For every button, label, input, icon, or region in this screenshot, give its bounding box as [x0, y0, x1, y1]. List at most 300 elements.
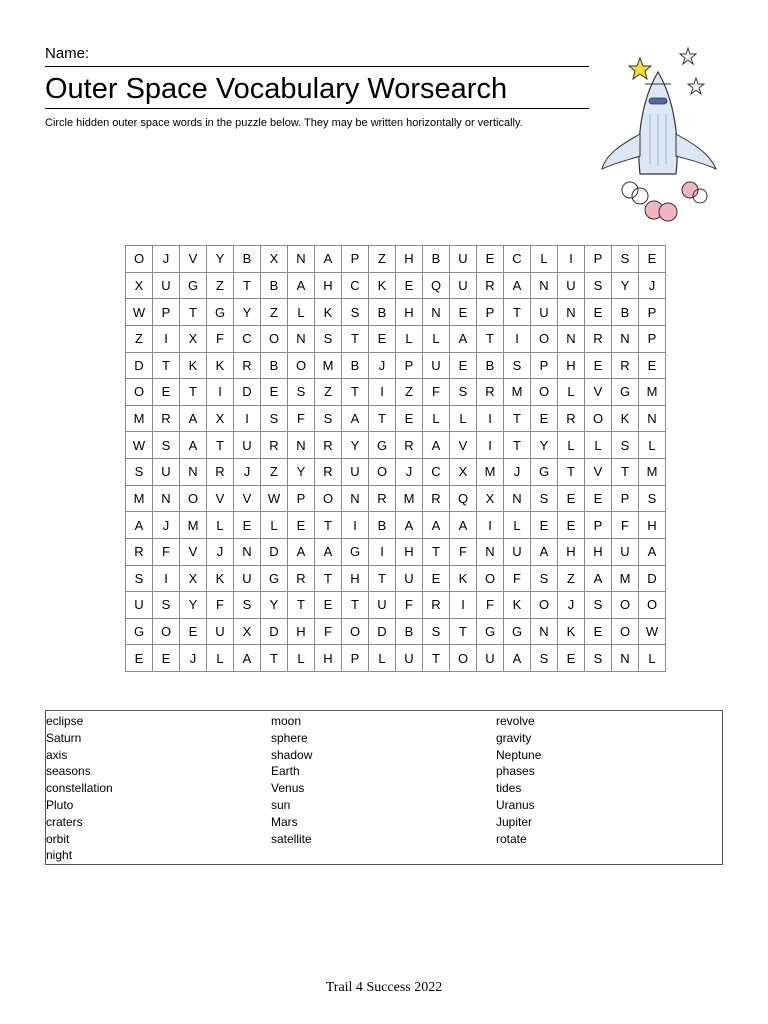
grid-cell[interactable]: A [342, 405, 369, 432]
grid-cell[interactable]: R [153, 405, 180, 432]
grid-cell[interactable]: T [180, 379, 207, 406]
grid-cell[interactable]: J [396, 459, 423, 486]
grid-cell[interactable]: K [504, 592, 531, 619]
grid-cell[interactable]: U [342, 459, 369, 486]
grid-cell[interactable]: S [450, 379, 477, 406]
grid-cell[interactable]: I [153, 565, 180, 592]
grid-cell[interactable]: I [477, 512, 504, 539]
grid-cell[interactable]: P [477, 299, 504, 326]
grid-cell[interactable]: Y [234, 299, 261, 326]
grid-cell[interactable]: O [126, 379, 153, 406]
grid-cell[interactable]: T [342, 325, 369, 352]
grid-cell[interactable]: T [342, 379, 369, 406]
grid-cell[interactable]: V [180, 538, 207, 565]
grid-cell[interactable]: O [450, 645, 477, 672]
grid-cell[interactable]: S [261, 405, 288, 432]
grid-cell[interactable]: U [369, 592, 396, 619]
grid-cell[interactable]: E [531, 405, 558, 432]
grid-cell[interactable]: I [342, 512, 369, 539]
grid-cell[interactable]: A [450, 512, 477, 539]
grid-cell[interactable]: B [423, 246, 450, 273]
grid-cell[interactable]: N [558, 299, 585, 326]
grid-cell[interactable]: D [261, 618, 288, 645]
grid-cell[interactable]: O [153, 618, 180, 645]
grid-cell[interactable]: O [531, 592, 558, 619]
grid-cell[interactable]: K [369, 272, 396, 299]
grid-cell[interactable]: T [612, 459, 639, 486]
grid-cell[interactable]: L [531, 246, 558, 273]
grid-cell[interactable]: T [261, 645, 288, 672]
grid-cell[interactable]: M [180, 512, 207, 539]
grid-cell[interactable]: Y [612, 272, 639, 299]
grid-cell[interactable]: T [504, 299, 531, 326]
grid-cell[interactable]: S [639, 485, 666, 512]
grid-cell[interactable]: R [423, 485, 450, 512]
grid-cell[interactable]: N [234, 538, 261, 565]
grid-cell[interactable]: R [423, 592, 450, 619]
grid-cell[interactable]: H [396, 538, 423, 565]
grid-cell[interactable]: T [207, 432, 234, 459]
grid-cell[interactable]: T [369, 565, 396, 592]
grid-cell[interactable]: E [639, 352, 666, 379]
grid-cell[interactable]: J [369, 352, 396, 379]
grid-cell[interactable]: A [126, 512, 153, 539]
grid-cell[interactable]: F [396, 592, 423, 619]
grid-cell[interactable]: S [153, 432, 180, 459]
grid-cell[interactable]: U [207, 618, 234, 645]
grid-cell[interactable]: A [396, 512, 423, 539]
grid-cell[interactable]: T [369, 405, 396, 432]
grid-cell[interactable]: I [450, 592, 477, 619]
grid-cell[interactable]: T [450, 618, 477, 645]
grid-cell[interactable]: R [612, 352, 639, 379]
grid-cell[interactable]: L [288, 645, 315, 672]
grid-cell[interactable]: P [639, 325, 666, 352]
grid-cell[interactable]: Z [261, 299, 288, 326]
grid-cell[interactable]: O [531, 379, 558, 406]
grid-cell[interactable]: R [558, 405, 585, 432]
grid-cell[interactable]: A [288, 538, 315, 565]
grid-cell[interactable]: N [504, 485, 531, 512]
grid-cell[interactable]: U [558, 272, 585, 299]
grid-cell[interactable]: F [450, 538, 477, 565]
grid-cell[interactable]: V [234, 485, 261, 512]
grid-cell[interactable]: A [423, 432, 450, 459]
grid-cell[interactable]: Z [396, 379, 423, 406]
grid-cell[interactable]: E [234, 512, 261, 539]
grid-cell[interactable]: N [342, 485, 369, 512]
grid-cell[interactable]: Y [288, 459, 315, 486]
grid-cell[interactable]: N [180, 459, 207, 486]
grid-cell[interactable]: F [207, 592, 234, 619]
grid-cell[interactable]: S [342, 299, 369, 326]
grid-cell[interactable]: S [585, 272, 612, 299]
grid-cell[interactable]: Y [261, 592, 288, 619]
grid-cell[interactable]: Q [450, 485, 477, 512]
grid-cell[interactable]: P [585, 246, 612, 273]
grid-cell[interactable]: H [396, 299, 423, 326]
grid-cell[interactable]: S [531, 565, 558, 592]
grid-cell[interactable]: I [558, 246, 585, 273]
grid-cell[interactable]: H [315, 272, 342, 299]
grid-cell[interactable]: A [315, 538, 342, 565]
grid-cell[interactable]: E [261, 379, 288, 406]
grid-cell[interactable]: F [207, 325, 234, 352]
grid-cell[interactable]: N [639, 405, 666, 432]
grid-cell[interactable]: H [288, 618, 315, 645]
grid-cell[interactable]: N [612, 645, 639, 672]
grid-cell[interactable]: D [639, 565, 666, 592]
grid-cell[interactable]: Y [180, 592, 207, 619]
grid-cell[interactable]: V [585, 459, 612, 486]
grid-cell[interactable]: E [153, 379, 180, 406]
grid-cell[interactable]: I [234, 405, 261, 432]
grid-cell[interactable]: O [342, 618, 369, 645]
grid-cell[interactable]: Y [531, 432, 558, 459]
grid-cell[interactable]: W [639, 618, 666, 645]
grid-cell[interactable]: O [180, 485, 207, 512]
grid-cell[interactable]: G [504, 618, 531, 645]
grid-cell[interactable]: N [288, 246, 315, 273]
grid-cell[interactable]: R [315, 459, 342, 486]
grid-cell[interactable]: A [234, 645, 261, 672]
grid-cell[interactable]: C [234, 325, 261, 352]
grid-cell[interactable]: N [477, 538, 504, 565]
grid-cell[interactable]: R [369, 485, 396, 512]
grid-cell[interactable]: A [450, 325, 477, 352]
grid-cell[interactable]: L [396, 325, 423, 352]
grid-cell[interactable]: L [288, 299, 315, 326]
grid-cell[interactable]: I [207, 379, 234, 406]
grid-cell[interactable]: G [261, 565, 288, 592]
grid-cell[interactable]: L [369, 645, 396, 672]
grid-cell[interactable]: F [153, 538, 180, 565]
grid-cell[interactable]: N [558, 325, 585, 352]
grid-cell[interactable]: L [207, 645, 234, 672]
grid-cell[interactable]: M [639, 459, 666, 486]
grid-cell[interactable]: S [126, 459, 153, 486]
grid-cell[interactable]: X [477, 485, 504, 512]
grid-cell[interactable]: E [585, 352, 612, 379]
grid-cell[interactable]: X [126, 272, 153, 299]
grid-cell[interactable]: V [180, 246, 207, 273]
grid-cell[interactable]: A [504, 645, 531, 672]
grid-cell[interactable]: J [558, 592, 585, 619]
grid-cell[interactable]: H [558, 352, 585, 379]
grid-cell[interactable]: R [261, 432, 288, 459]
grid-cell[interactable]: S [153, 592, 180, 619]
grid-cell[interactable]: E [585, 299, 612, 326]
grid-cell[interactable]: O [585, 405, 612, 432]
grid-cell[interactable]: B [234, 246, 261, 273]
grid-cell[interactable]: H [639, 512, 666, 539]
grid-cell[interactable]: T [477, 325, 504, 352]
grid-cell[interactable]: T [558, 459, 585, 486]
grid-cell[interactable]: A [585, 565, 612, 592]
grid-cell[interactable]: I [504, 325, 531, 352]
grid-cell[interactable]: P [396, 352, 423, 379]
grid-cell[interactable]: R [477, 272, 504, 299]
grid-cell[interactable]: M [396, 485, 423, 512]
grid-cell[interactable]: W [261, 485, 288, 512]
grid-cell[interactable]: A [504, 272, 531, 299]
grid-cell[interactable]: H [558, 538, 585, 565]
grid-cell[interactable]: M [504, 379, 531, 406]
grid-cell[interactable]: E [558, 485, 585, 512]
grid-cell[interactable]: A [423, 512, 450, 539]
grid-cell[interactable]: T [342, 592, 369, 619]
grid-cell[interactable]: E [180, 618, 207, 645]
grid-cell[interactable]: X [207, 405, 234, 432]
grid-cell[interactable]: V [207, 485, 234, 512]
grid-cell[interactable]: E [558, 645, 585, 672]
grid-cell[interactable]: L [423, 325, 450, 352]
grid-cell[interactable]: S [612, 432, 639, 459]
grid-cell[interactable]: P [612, 485, 639, 512]
grid-cell[interactable]: O [126, 246, 153, 273]
grid-cell[interactable]: G [342, 538, 369, 565]
grid-cell[interactable]: E [585, 485, 612, 512]
grid-cell[interactable]: P [288, 485, 315, 512]
grid-cell[interactable]: O [639, 592, 666, 619]
grid-cell[interactable]: A [288, 272, 315, 299]
grid-cell[interactable]: T [153, 352, 180, 379]
grid-cell[interactable]: O [288, 352, 315, 379]
grid-cell[interactable]: R [126, 538, 153, 565]
grid-cell[interactable]: E [396, 272, 423, 299]
grid-cell[interactable]: J [504, 459, 531, 486]
grid-cell[interactable]: S [234, 592, 261, 619]
grid-cell[interactable]: Z [558, 565, 585, 592]
grid-cell[interactable]: B [369, 299, 396, 326]
grid-cell[interactable]: M [477, 459, 504, 486]
grid-cell[interactable]: U [531, 299, 558, 326]
grid-cell[interactable]: H [396, 246, 423, 273]
grid-cell[interactable]: D [126, 352, 153, 379]
grid-cell[interactable]: R [288, 565, 315, 592]
grid-cell[interactable]: B [477, 352, 504, 379]
grid-cell[interactable]: F [315, 618, 342, 645]
grid-cell[interactable]: A [180, 432, 207, 459]
grid-cell[interactable]: B [369, 512, 396, 539]
grid-cell[interactable]: N [612, 325, 639, 352]
grid-cell[interactable]: L [585, 432, 612, 459]
grid-cell[interactable]: O [261, 325, 288, 352]
grid-cell[interactable]: I [369, 538, 396, 565]
grid-cell[interactable]: T [315, 512, 342, 539]
grid-cell[interactable]: H [342, 565, 369, 592]
grid-cell[interactable]: X [180, 565, 207, 592]
grid-cell[interactable]: K [612, 405, 639, 432]
grid-cell[interactable]: B [261, 352, 288, 379]
grid-cell[interactable]: P [342, 645, 369, 672]
grid-cell[interactable]: U [612, 538, 639, 565]
grid-cell[interactable]: L [504, 512, 531, 539]
grid-cell[interactable]: X [180, 325, 207, 352]
grid-cell[interactable]: Z [315, 379, 342, 406]
grid-cell[interactable]: T [234, 272, 261, 299]
grid-cell[interactable]: E [477, 246, 504, 273]
grid-cell[interactable]: U [477, 645, 504, 672]
grid-cell[interactable]: U [423, 352, 450, 379]
grid-cell[interactable]: E [315, 592, 342, 619]
grid-cell[interactable]: A [315, 246, 342, 273]
grid-cell[interactable]: O [477, 565, 504, 592]
grid-cell[interactable]: F [504, 565, 531, 592]
grid-cell[interactable]: N [288, 432, 315, 459]
grid-cell[interactable]: A [639, 538, 666, 565]
grid-cell[interactable]: F [477, 592, 504, 619]
grid-cell[interactable]: T [423, 538, 450, 565]
grid-cell[interactable]: Z [207, 272, 234, 299]
grid-cell[interactable]: S [126, 565, 153, 592]
grid-cell[interactable]: L [558, 432, 585, 459]
grid-cell[interactable]: E [396, 405, 423, 432]
grid-cell[interactable]: O [369, 459, 396, 486]
grid-cell[interactable]: U [450, 246, 477, 273]
grid-cell[interactable]: U [396, 565, 423, 592]
grid-cell[interactable]: T [288, 592, 315, 619]
grid-cell[interactable]: Z [126, 325, 153, 352]
grid-cell[interactable]: H [315, 645, 342, 672]
grid-cell[interactable]: E [423, 565, 450, 592]
grid-cell[interactable]: E [558, 512, 585, 539]
grid-cell[interactable]: S [585, 592, 612, 619]
grid-cell[interactable]: C [342, 272, 369, 299]
grid-cell[interactable]: U [504, 538, 531, 565]
grid-cell[interactable]: O [315, 485, 342, 512]
grid-cell[interactable]: G [531, 459, 558, 486]
grid-cell[interactable]: H [585, 538, 612, 565]
grid-cell[interactable]: K [207, 565, 234, 592]
grid-cell[interactable]: J [180, 645, 207, 672]
grid-cell[interactable]: D [234, 379, 261, 406]
grid-cell[interactable]: V [585, 379, 612, 406]
grid-cell[interactable]: T [180, 299, 207, 326]
grid-cell[interactable]: X [234, 618, 261, 645]
grid-cell[interactable]: F [612, 512, 639, 539]
grid-cell[interactable]: T [423, 645, 450, 672]
grid-cell[interactable]: L [261, 512, 288, 539]
grid-cell[interactable]: L [639, 432, 666, 459]
grid-cell[interactable]: U [450, 272, 477, 299]
grid-cell[interactable]: O [612, 618, 639, 645]
grid-cell[interactable]: R [315, 432, 342, 459]
grid-cell[interactable]: S [612, 246, 639, 273]
grid-cell[interactable]: M [612, 565, 639, 592]
grid-cell[interactable]: J [207, 538, 234, 565]
grid-cell[interactable]: I [153, 325, 180, 352]
grid-cell[interactable]: Y [207, 246, 234, 273]
grid-cell[interactable]: E [639, 246, 666, 273]
grid-cell[interactable]: P [342, 246, 369, 273]
grid-cell[interactable]: U [234, 432, 261, 459]
grid-cell[interactable]: E [450, 352, 477, 379]
grid-cell[interactable]: R [396, 432, 423, 459]
grid-cell[interactable]: Q [423, 272, 450, 299]
grid-cell[interactable]: K [207, 352, 234, 379]
grid-cell[interactable]: S [585, 645, 612, 672]
grid-cell[interactable]: G [180, 272, 207, 299]
grid-cell[interactable]: J [153, 512, 180, 539]
grid-cell[interactable]: N [531, 272, 558, 299]
grid-cell[interactable]: A [180, 405, 207, 432]
grid-cell[interactable]: E [585, 618, 612, 645]
grid-cell[interactable]: N [153, 485, 180, 512]
grid-cell[interactable]: B [612, 299, 639, 326]
grid-cell[interactable]: E [369, 325, 396, 352]
grid-cell[interactable]: Y [342, 432, 369, 459]
grid-cell[interactable]: P [639, 299, 666, 326]
grid-cell[interactable]: L [450, 405, 477, 432]
grid-cell[interactable]: U [126, 592, 153, 619]
grid-cell[interactable]: L [423, 405, 450, 432]
grid-cell[interactable]: W [126, 299, 153, 326]
grid-cell[interactable]: B [396, 618, 423, 645]
grid-cell[interactable]: E [531, 512, 558, 539]
grid-cell[interactable]: P [153, 299, 180, 326]
grid-cell[interactable]: C [504, 246, 531, 273]
grid-cell[interactable]: J [639, 272, 666, 299]
grid-cell[interactable]: P [531, 352, 558, 379]
grid-cell[interactable]: T [504, 432, 531, 459]
grid-cell[interactable]: M [639, 379, 666, 406]
grid-cell[interactable]: E [450, 299, 477, 326]
grid-cell[interactable]: V [450, 432, 477, 459]
grid-cell[interactable]: R [585, 325, 612, 352]
grid-cell[interactable]: M [315, 352, 342, 379]
grid-cell[interactable]: R [207, 459, 234, 486]
grid-cell[interactable]: U [153, 272, 180, 299]
grid-cell[interactable]: U [396, 645, 423, 672]
grid-cell[interactable]: L [558, 379, 585, 406]
grid-cell[interactable]: L [207, 512, 234, 539]
grid-cell[interactable]: U [153, 459, 180, 486]
grid-cell[interactable]: N [531, 618, 558, 645]
grid-cell[interactable]: E [126, 645, 153, 672]
grid-cell[interactable]: A [531, 538, 558, 565]
grid-cell[interactable]: W [126, 432, 153, 459]
grid-cell[interactable]: E [153, 645, 180, 672]
grid-cell[interactable]: L [639, 645, 666, 672]
grid-cell[interactable]: B [261, 272, 288, 299]
grid-cell[interactable]: G [126, 618, 153, 645]
grid-cell[interactable]: I [369, 379, 396, 406]
grid-cell[interactable]: J [234, 459, 261, 486]
grid-cell[interactable]: K [180, 352, 207, 379]
grid-cell[interactable]: K [450, 565, 477, 592]
grid-cell[interactable]: N [288, 325, 315, 352]
grid-cell[interactable]: G [207, 299, 234, 326]
grid-cell[interactable]: P [585, 512, 612, 539]
grid-cell[interactable]: N [423, 299, 450, 326]
grid-cell[interactable]: S [315, 325, 342, 352]
grid-cell[interactable]: T [315, 565, 342, 592]
grid-cell[interactable]: E [288, 512, 315, 539]
grid-cell[interactable]: F [288, 405, 315, 432]
grid-cell[interactable]: S [531, 485, 558, 512]
grid-cell[interactable]: S [315, 405, 342, 432]
grid-cell[interactable]: X [450, 459, 477, 486]
grid-cell[interactable]: G [477, 618, 504, 645]
grid-cell[interactable]: G [612, 379, 639, 406]
grid-cell[interactable]: S [531, 645, 558, 672]
grid-cell[interactable]: K [558, 618, 585, 645]
grid-cell[interactable]: X [261, 246, 288, 273]
grid-cell[interactable]: K [315, 299, 342, 326]
grid-cell[interactable]: T [504, 405, 531, 432]
grid-cell[interactable]: C [423, 459, 450, 486]
